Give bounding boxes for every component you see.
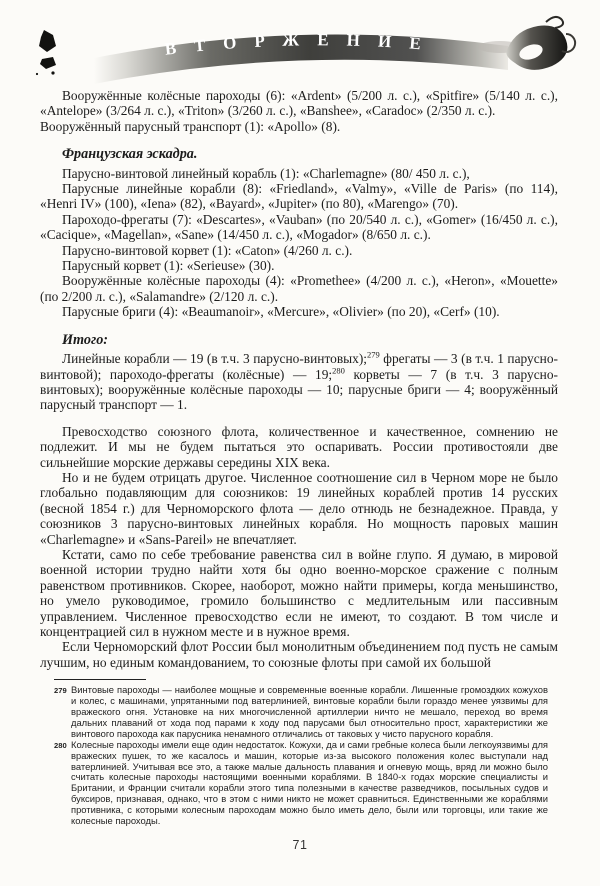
ship-list-item: Парусно-винтовой линейный корабль (1): «Charlemagne» (80/ 450 л. с.),	[62, 165, 470, 181]
footnote-text: Винтовые пароходы — наиболее мощные и современные военные корабли. Лишенные громоздких кожухов и колес, с машинами, упрятанными под ватерлинией, винтовые корабли были гораздо менее уязвимы для вражеского огня. Установке на них многочисленной артиллерии ничто не мешало, переход во время дальних плаваний от хода под парами к ходу под парусами был относительно прост, характеристики же винтового парохода как парусника ненамного отличались от таковых у чисто парусного корабля.	[71, 684, 548, 739]
footnote-ref-279: 279	[367, 349, 380, 360]
paragraph-armed-steamers: Вооружённые колёсные пароходы (6): «Ardent» (5/200 л. с.), «Spitfire» (5/140 л. с.), «Antelope» (3/264 л. с.), «Triton» (3/260 л. с.), «Banshee», «Caradoc» (2/350 л. с.).	[40, 88, 558, 119]
ship-list-item: Вооружённые колёсные пароходы (4): «Promethee» (4/200 л. с.), «Heron», «Mouette» (по 2/200 л. с.), «Salamandre» (2/120 л. с.).	[40, 273, 558, 304]
totals-text: Линейные корабли — 19 (в т.ч. 3 парусно-винтовых);	[62, 351, 368, 367]
ship-list-item: Парусные линейные корабли (8): «Friedland», «Valmy», «Ville de Paris» (по 114), «Henri IV» (100), «Iena» (82), «Bayard», «Jupiter» (по 80), «Marengo» (70).	[40, 181, 558, 212]
body-paragraph: Но и не будем отрицать другое. Численное соотношение сил в Черном море не было глобально подавляющим для союзников: 19 линейных кораблей против 14 русских (весной 1854 г.) для Черноморского флота — дело отнюдь не безнадежное. Правда, у союзников 3 парусно-винтовых линейных корабля. Но мощность паровых машин «Charlemagne» и «Sans-Pareil» не впечатляет.	[40, 469, 558, 547]
heading-totals: Итого:	[62, 331, 109, 348]
page-number: 71	[292, 838, 308, 852]
footnote-marker: 279	[54, 686, 67, 696]
totals-paragraph	[40, 351, 558, 413]
ship-list-item: Парусный корвет (1): «Serieuse» (30).	[62, 258, 275, 274]
ink-blot-icon	[36, 30, 56, 75]
banner-title: ВТОРЖЕНИЕ	[163, 30, 440, 59]
footnote-marker: 280	[54, 740, 67, 750]
footnote-ref-280: 280	[332, 365, 345, 376]
footnote	[54, 685, 548, 740]
totals-text: фрегаты — 3 (в т.ч. 1 парусно-винтовой); пароходо-фрегаты (колёсные) — 19;	[40, 351, 558, 382]
body-paragraph: Превосходство союзного флота, количественное и качественное, сомнению не подлежит. И мы не будем пытаться это оспаривать. России противостояли две сильнейшие морские державы середины XIX века.	[40, 423, 558, 470]
footnote-text: Колесные пароходы имели еще один недостаток. Кожухи, да и сами гребные колеса были легкоуязвимы для вражеских пушек, то же касалось и машин, которые из-за высокого положения колес выступали над ватерлинией. Учитывая все это, а также малые дальность плавания и огневую мощь, вряд ли можно было считать колесные пароходы настоящими военными кораблями. В 1840-х годах морские специалисты и Британии, и Франции считали корабли этого типа полезными в качестве разведчиков, посыльных судов и буксиров, признавая, однако, что в этом с ними никто не может сравниться. Единственными же кораблями противника, с которыми колесным пароходам можно было иметь дело, были или торговцы, или такие же колесные пароходы.	[71, 738, 548, 827]
header-banner	[0, 0, 600, 86]
paragraph-armed-transport: Вооружённый парусный транспорт (1): «Apollo» (8).	[40, 118, 341, 134]
body-paragraph: Если Черноморский флот России был монолитным объединением под пусть не самым лучшим, но единым командованием, то союзные флоты при самой их большой	[40, 639, 558, 670]
totals-text: корветы — 7 (в т.ч. 3 парусно-винтовых); вооружённые колёсные пароходы — 10; парусные бриги — 4; вооружённый парусный транспорт — 1.	[40, 366, 558, 413]
ship-list-item: Парусно-винтовой корвет (1): «Caton» (4/260 л. с.).	[62, 242, 353, 258]
footnote	[54, 740, 548, 827]
body-paragraph: Кстати, само по себе требование равенства сил в войне глупо. Я думаю, в мировой военной истории трудно найти хотя бы одно военно-морское сражение с полным равенством противников. Скорее, наоборот, можно найти примеры, когда меньшинство, но умело руководимое, громило большинство с медлительным или пассивным управлением. Численное превосходство если не имеют, то создают. В том числе и концентрацией сил в нужном месте и в нужное время.	[40, 546, 558, 639]
footnotes-section	[0, 685, 600, 827]
ship-list-item: Парусные бриги (4): «Beaumanoir», «Mercure», «Olivier» (по 20), «Cerf» (10).	[62, 304, 500, 320]
ship-list-item: Пароходо-фрегаты (7): «Descartes», «Vauban» (по 20/540 л. с.), «Gomer» (16/450 л. с.), «Cacique», «Magellan», «Sane» (14/450 л. с.), «Mogador» (8/650 л. с.).	[40, 211, 558, 243]
footnote-separator	[54, 679, 146, 680]
main-text	[0, 86, 600, 670]
heading-french-squadron: Французская эскадра.	[62, 146, 198, 163]
